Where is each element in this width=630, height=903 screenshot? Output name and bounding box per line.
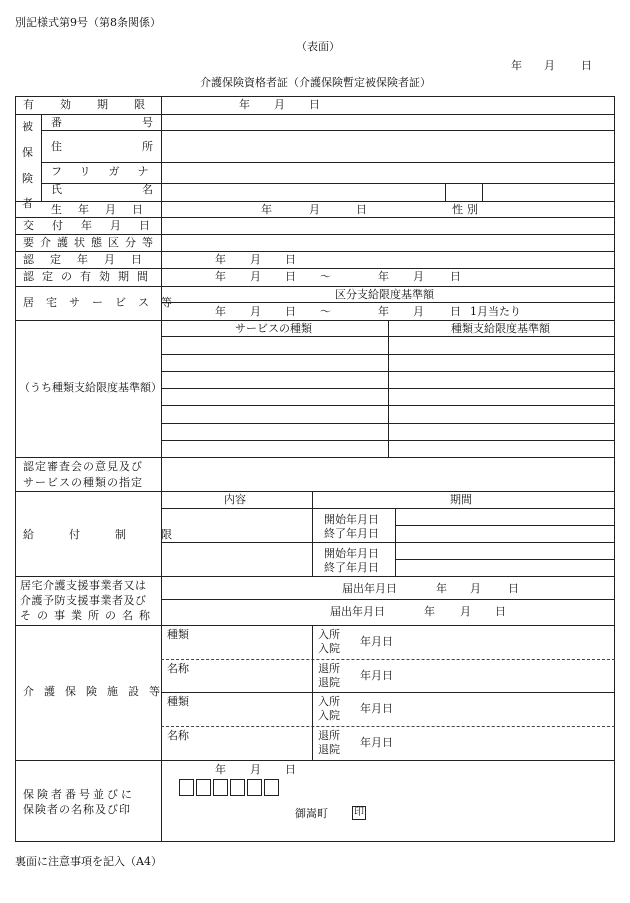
admit-2a: 入所 bbox=[318, 695, 340, 708]
facility-name-1: 名称 bbox=[167, 662, 189, 675]
label-insured-3: 険 bbox=[22, 172, 33, 185]
cert-day: 日 bbox=[285, 253, 296, 266]
limit-per-month: 1月当たり bbox=[470, 305, 521, 318]
discharge-1a: 退所 bbox=[318, 662, 340, 675]
admit-1b: 入院 bbox=[318, 642, 340, 655]
limit-day-1: 日 bbox=[285, 305, 296, 318]
label-home-service: 居宅サービス等 bbox=[23, 296, 184, 309]
notified-year-1: 年 bbox=[436, 582, 447, 595]
notified-day-2: 日 bbox=[495, 605, 506, 618]
seal-mark: 印 bbox=[354, 807, 364, 818]
header-type-limit-amount: 種類支給限度基準額 bbox=[451, 322, 550, 335]
validity-month: 月 bbox=[274, 98, 285, 111]
limit-year-2: 年 bbox=[378, 305, 389, 318]
label-insurer-2: 保険者の名称及び印 bbox=[23, 803, 131, 816]
limit-year-1: 年 bbox=[215, 305, 226, 318]
discharge-2a: 退所 bbox=[318, 729, 340, 742]
label-sex: 性別 bbox=[452, 203, 482, 216]
limit-day-2: 日 bbox=[450, 305, 461, 318]
notified-date-2: 届出年月日 bbox=[330, 605, 385, 618]
notified-day-1: 日 bbox=[508, 582, 519, 595]
label-type-limit: （うち種類支給限度基準額） bbox=[19, 381, 162, 394]
header-date-day: 日 bbox=[581, 59, 592, 72]
insurer-number-box-4[interactable] bbox=[230, 779, 245, 796]
birth-month: 月 bbox=[309, 203, 320, 216]
label-validity: 有効期限 bbox=[23, 98, 171, 111]
discharge-date-2: 年月日 bbox=[360, 736, 393, 749]
limit-tilde: ～ bbox=[320, 305, 331, 318]
header-period: 期間 bbox=[450, 493, 472, 506]
notified-month-1: 月 bbox=[470, 582, 481, 595]
label-insured-2: 保 bbox=[22, 146, 33, 159]
facility-kind-1: 種類 bbox=[167, 628, 189, 641]
period-day-2: 日 bbox=[450, 270, 461, 283]
period-year-1: 年 bbox=[215, 270, 226, 283]
insurer-number-box-6[interactable] bbox=[264, 779, 279, 796]
insurer-number-box-3[interactable] bbox=[213, 779, 228, 796]
limit-amount-label: 区分支給限度基準額 bbox=[335, 288, 434, 301]
facility-name-2: 名称 bbox=[167, 729, 189, 742]
insurer-number-box-1[interactable] bbox=[179, 779, 194, 796]
insurer-number-box-2[interactable] bbox=[196, 779, 211, 796]
label-benefit-limit: 給付制限 bbox=[23, 528, 207, 541]
insurer-number-box-5[interactable] bbox=[247, 779, 262, 796]
start-date-1: 開始年月日 bbox=[324, 513, 379, 526]
label-furigana: フリガナ bbox=[51, 165, 167, 178]
header-service-type: サービスの種類 bbox=[235, 322, 312, 335]
limit-month-1: 月 bbox=[250, 305, 261, 318]
label-insured-4: 者 bbox=[22, 197, 33, 210]
notified-date-1: 届出年月日 bbox=[342, 582, 397, 595]
admit-1a: 入所 bbox=[318, 628, 340, 641]
header-date-month: 月 bbox=[544, 59, 555, 72]
end-date-2: 終了年月日 bbox=[324, 561, 379, 574]
admit-2b: 入院 bbox=[318, 709, 340, 722]
side-label: （表面） bbox=[296, 40, 340, 53]
birth-day: 日 bbox=[356, 203, 367, 216]
facility-kind-2: 種類 bbox=[167, 695, 189, 708]
header-content: 内容 bbox=[224, 493, 246, 506]
footer-note: 裏面に注意事項を記入（A4） bbox=[15, 855, 162, 868]
form-title: 介護保険資格者証（介護保険暫定被保険者証） bbox=[200, 76, 431, 89]
form-number: 別記様式第9号（第8条関係） bbox=[15, 16, 161, 29]
certificate-form bbox=[15, 96, 615, 842]
admit-date-1: 年月日 bbox=[360, 635, 393, 648]
label-opinion-1: 認定審査会の意見及び bbox=[23, 460, 143, 473]
label-number: 番号 bbox=[51, 116, 233, 129]
notified-month-2: 月 bbox=[460, 605, 471, 618]
label-provider-1: 居宅介護支援事業者又は bbox=[20, 579, 147, 592]
period-tilde: ～ bbox=[320, 270, 331, 283]
period-month-2: 月 bbox=[413, 270, 424, 283]
period-year-2: 年 bbox=[378, 270, 389, 283]
discharge-date-1: 年月日 bbox=[360, 669, 393, 682]
birth-year: 年 bbox=[261, 203, 272, 216]
limit-month-2: 月 bbox=[413, 305, 424, 318]
label-cert-period: 認定の有効期間 bbox=[23, 270, 156, 283]
cert-year: 年 bbox=[215, 253, 226, 266]
header-date-year: 年 bbox=[511, 59, 522, 72]
cert-month: 月 bbox=[250, 253, 261, 266]
insurer-year: 年 bbox=[215, 763, 226, 776]
label-provider-2: 介護予防支援事業者及び bbox=[20, 594, 147, 607]
label-issue-date: 交付年月日 bbox=[23, 219, 168, 232]
insurer-day: 日 bbox=[285, 763, 296, 776]
label-opinion-2: サービスの種類の指定 bbox=[23, 476, 143, 489]
label-insurer-1: 保険者番号並びに bbox=[23, 788, 135, 801]
validity-year: 年 bbox=[239, 98, 250, 111]
label-care-level: 要介護状態区分等 bbox=[23, 236, 159, 249]
insurer-month: 月 bbox=[250, 763, 261, 776]
label-provider-3: その事業所の名称 bbox=[20, 609, 156, 622]
notified-year-2: 年 bbox=[424, 605, 435, 618]
insurer-town: 御嵩町 bbox=[295, 807, 328, 820]
label-name: 氏名 bbox=[51, 183, 233, 196]
end-date-1: 終了年月日 bbox=[324, 527, 379, 540]
validity-day: 日 bbox=[309, 98, 320, 111]
discharge-2b: 退院 bbox=[318, 743, 340, 756]
label-birthdate: 生年月日 bbox=[51, 203, 159, 216]
discharge-1b: 退院 bbox=[318, 676, 340, 689]
label-address: 住所 bbox=[51, 140, 233, 153]
period-month-1: 月 bbox=[250, 270, 261, 283]
label-insured-1: 被 bbox=[22, 120, 33, 133]
start-date-2: 開始年月日 bbox=[324, 547, 379, 560]
admit-date-2: 年月日 bbox=[360, 702, 393, 715]
period-day-1: 日 bbox=[285, 270, 296, 283]
label-cert-date: 認定年月日 bbox=[23, 253, 158, 266]
label-facility: 介護保険施設等 bbox=[23, 685, 170, 698]
